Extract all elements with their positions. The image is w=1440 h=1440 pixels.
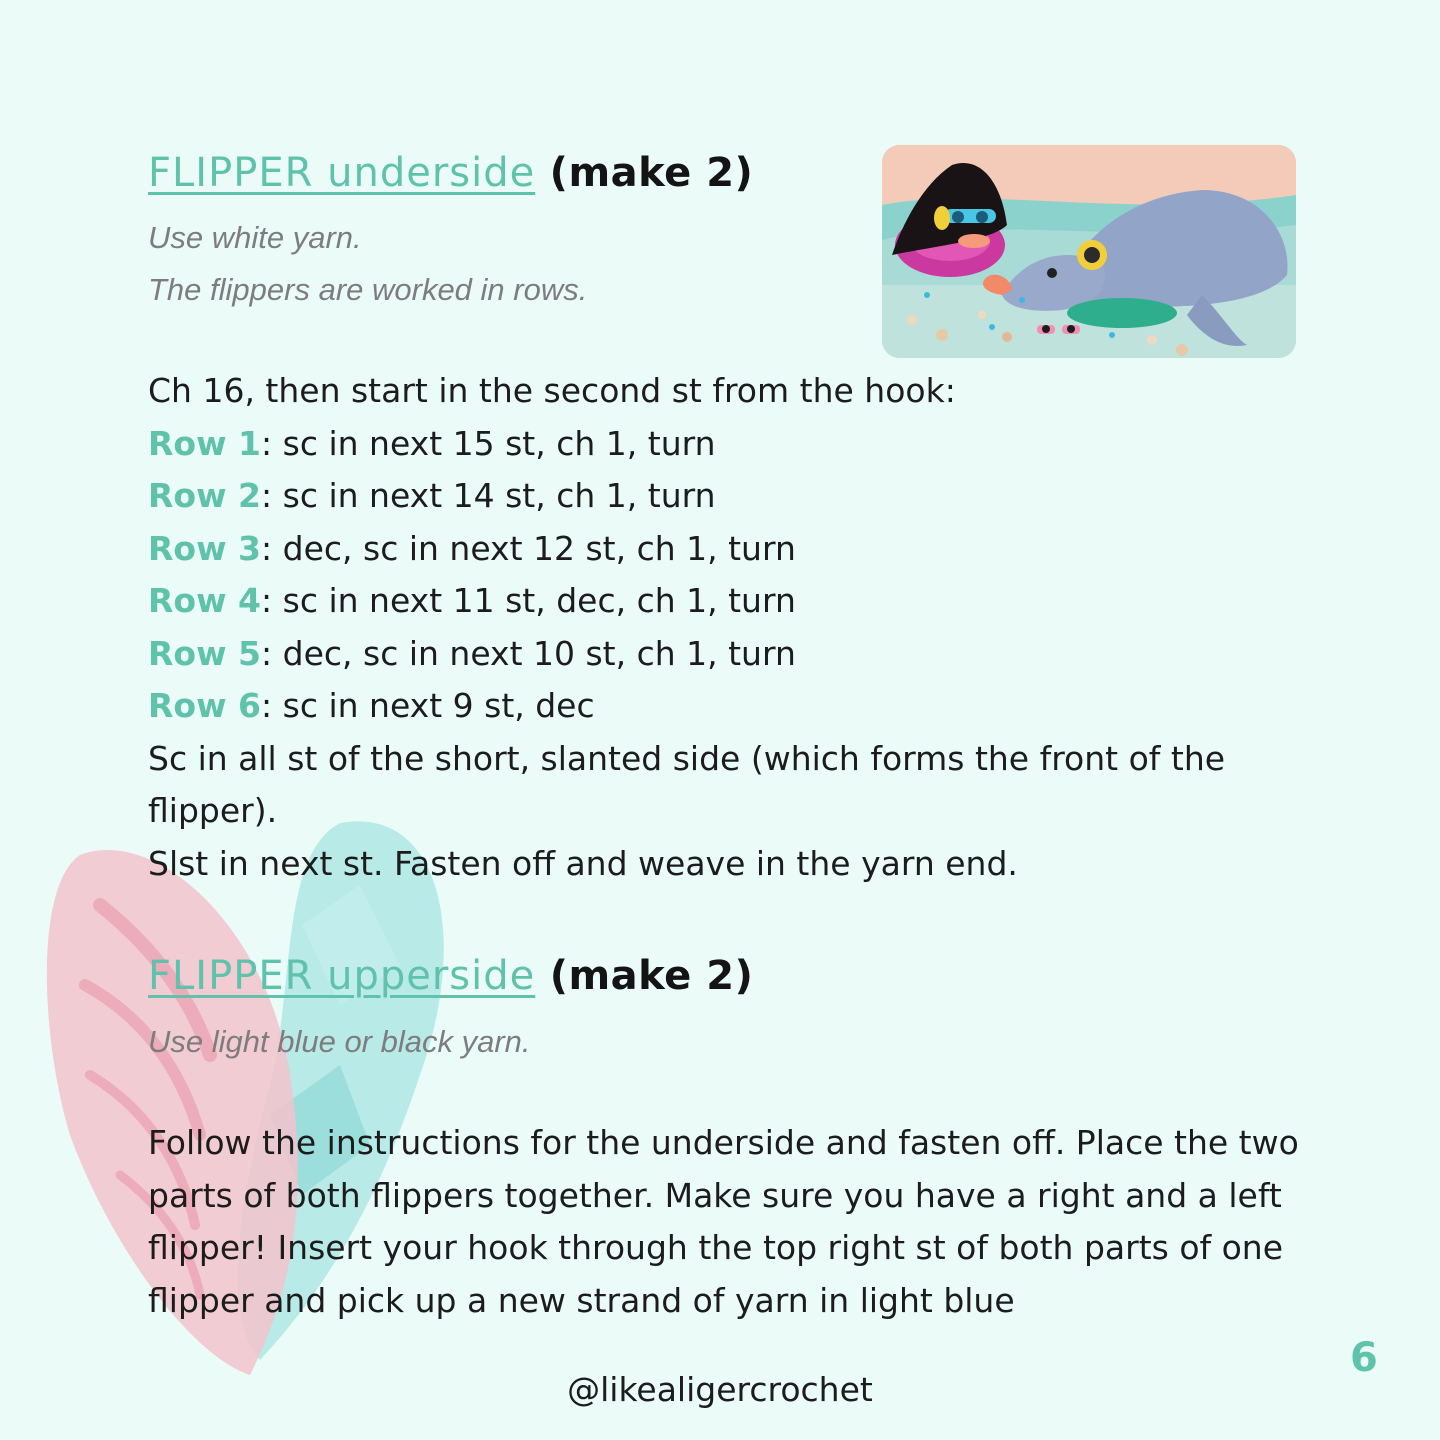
amigurumi-photo bbox=[882, 145, 1296, 358]
row-label: Row 3 bbox=[148, 528, 262, 568]
row-instruction bbox=[148, 523, 1348, 576]
section-quantity-note: (make 2) bbox=[549, 150, 754, 196]
instruction-line: The flippers are worked in rows. bbox=[148, 272, 588, 307]
row-instruction bbox=[148, 418, 1348, 471]
row-label: Row 5 bbox=[148, 633, 262, 673]
underside-instructions bbox=[148, 365, 1348, 890]
intro-line: Ch 16, then start in the second st from the hook: bbox=[148, 371, 956, 410]
section-heading-underside bbox=[148, 150, 753, 196]
instruction-line: Use white yarn. bbox=[148, 220, 362, 255]
row-instruction bbox=[148, 470, 1348, 523]
upperside-instructions bbox=[148, 1117, 1348, 1327]
row-instruction bbox=[148, 575, 1348, 628]
row-text: : sc in next 9 st, dec bbox=[261, 686, 595, 725]
row-text: : sc in next 11 st, dec, ch 1, turn bbox=[261, 581, 796, 620]
section-heading-upperside bbox=[148, 953, 753, 999]
social-handle: @likealigercrochet bbox=[567, 1370, 873, 1409]
row-label: Row 6 bbox=[148, 686, 262, 725]
row-text: : dec, sc in next 10 st, ch 1, turn bbox=[261, 633, 796, 673]
row-label: Row 4 bbox=[148, 581, 262, 620]
after-instruction: Slst in next st. Fasten off and weave in the yarn end. bbox=[148, 843, 1018, 883]
instruction-line: Use light blue or black yarn. bbox=[148, 1024, 531, 1059]
yarn-instructions bbox=[148, 1016, 531, 1068]
row-text: : dec, sc in next 12 st, ch 1, turn bbox=[261, 528, 796, 568]
page-number: 6 bbox=[1350, 1335, 1378, 1381]
row-label: Row 2 bbox=[148, 476, 262, 515]
body-paragraph: Follow the instructions for the underside and fasten off. Place the two parts of both flippers together. Make sure you have a right and a left flipper! Insert your hook through the top right st of both parts of one flipper and pick up a new strand of yarn in light blue bbox=[148, 1123, 1299, 1320]
row-instruction bbox=[148, 680, 1348, 733]
yarn-instructions bbox=[148, 212, 587, 316]
section-title: FLIPPER underside bbox=[148, 150, 536, 196]
sea-animals-photo-icon bbox=[882, 145, 1296, 358]
row-text: : sc in next 14 st, ch 1, turn bbox=[261, 476, 716, 515]
row-text: : sc in next 15 st, ch 1, turn bbox=[261, 423, 716, 463]
row-label: Row 1 bbox=[148, 423, 262, 463]
section-quantity-note: (make 2) bbox=[549, 953, 754, 999]
after-instruction: Sc in all st of the short, slanted side (which forms the front of the flipper). bbox=[148, 738, 1226, 830]
row-instruction bbox=[148, 628, 1348, 681]
section-title: FLIPPER upperside bbox=[148, 953, 536, 999]
